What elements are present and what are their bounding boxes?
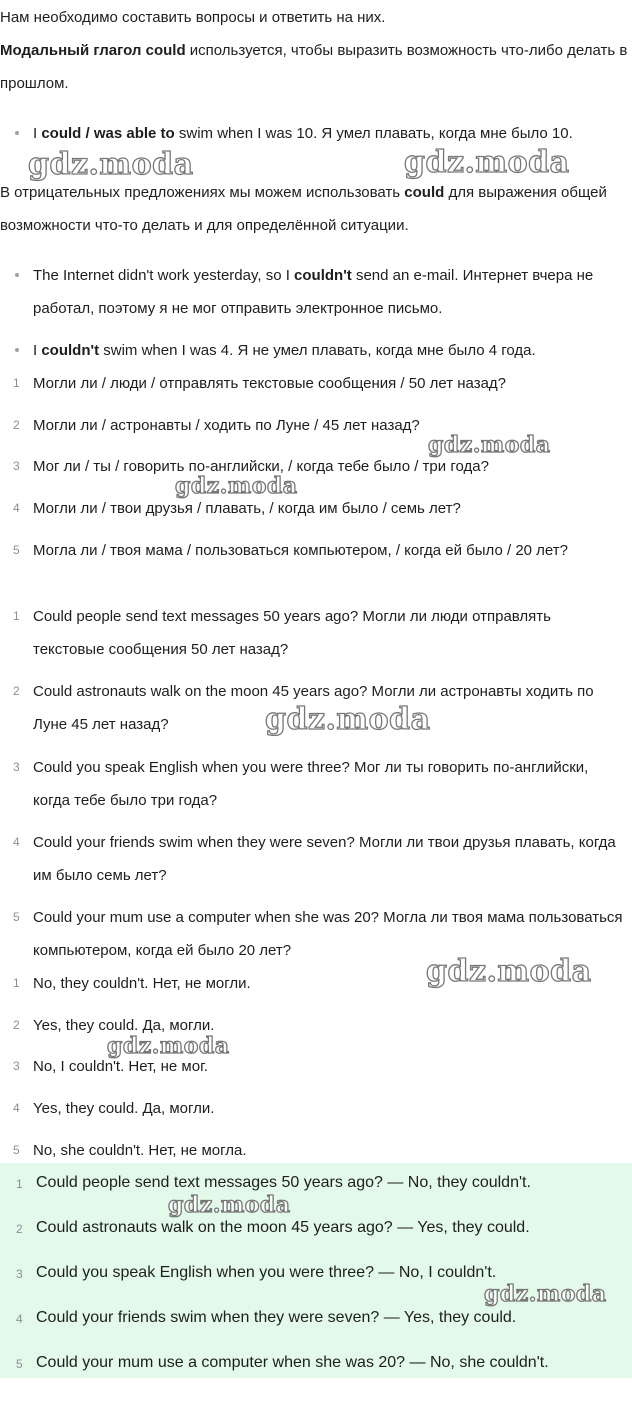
item-text: Could your mum use a computer when she was 20? — No, she couldn't. <box>36 1354 549 1371</box>
item-text: Yes, they could. Да, могли. <box>33 1100 215 1117</box>
item-number: 5 <box>13 543 20 557</box>
item-number: 3 <box>13 1059 20 1073</box>
item-number: 3 <box>13 459 20 473</box>
item-number: 1 <box>13 609 20 623</box>
watermark-logo: gdz.moda <box>484 1281 607 1307</box>
item-number: 2 <box>13 684 20 698</box>
modal-verb-explanation <box>0 34 632 100</box>
modal-verb-term: Модальный глагол could <box>0 42 186 59</box>
item-text: Могла ли / твоя мама / пользоваться компьютером, / когда ей было / 20 лет? <box>33 542 568 559</box>
item-text: Could you speak English when you were three? Мог ли ты говорить по-английски, когда тебе было три года? <box>33 759 589 809</box>
answer-box <box>0 1163 632 1378</box>
item-text: Could your friends swim when they were seven? Могли ли твои друзья плавать, когда им было семь лет? <box>33 834 616 884</box>
watermark-logo: gdz.moda <box>107 1033 230 1059</box>
negative-explanation: В отрицательных предложениях мы можем использовать could для выражения общей возможности что-то делать и для определённой ситуации. <box>0 184 607 234</box>
item-text: No, they couldn't. Нет, не могли. <box>33 975 251 992</box>
item-number: 1 <box>13 376 20 390</box>
watermark-logo: gdz.moda <box>265 702 431 737</box>
item-text: Could your friends swim when they were seven? — Yes, they could. <box>36 1309 517 1326</box>
modal-verb-description: используется, чтобы выразить возможность что-либо делать в прошлом. <box>0 42 628 92</box>
item-text: Yes, they could. Да, могли. <box>33 1017 215 1034</box>
bullet-text: The Internet didn't work yesterday, so I couldn't send an e-mail. Интернет вчера не работал, поэтому я не мог отправить электронное письмо. <box>33 267 594 317</box>
item-text: Could people send text messages 50 years ago? Могли ли люди отправлять текстовые сообщения 50 лет назад? <box>33 608 551 658</box>
item-number: 1 <box>13 976 20 990</box>
item-number: 4 <box>16 1312 23 1326</box>
item-text: Could your mum use a computer when she was 20? Могла ли твоя мама пользоваться компьютером, когда ей было 20 лет? <box>33 909 623 959</box>
item-number: 4 <box>13 835 20 849</box>
item-text: Могли ли / астронавты / ходить по Луне / 45 лет назад? <box>33 417 420 434</box>
item-text: No, I couldn't. Нет, не мог. <box>33 1058 208 1075</box>
item-text: Могли ли / люди / отправлять текстовые сообщения / 50 лет назад? <box>33 375 507 392</box>
intro-line: Нам необходимо составить вопросы и ответить на них. <box>0 9 386 26</box>
watermark-logo: gdz.moda <box>175 473 298 499</box>
bullet-text: I couldn't swim when I was 4. Я не умел плавать, когда мне было 4 года. <box>33 342 536 359</box>
item-text: Могли ли / твои друзья / плавать, / когда им было / семь лет? <box>33 500 461 517</box>
watermark-logo: gdz.moda <box>168 1192 291 1218</box>
item-number: 5 <box>16 1357 23 1371</box>
item-number: 2 <box>13 1018 20 1032</box>
watermark-logo: gdz.moda <box>428 432 551 458</box>
bullet-dot-icon <box>15 131 19 135</box>
item-number: 2 <box>13 418 20 432</box>
bullet-dot-icon <box>15 273 19 277</box>
item-number: 4 <box>13 1101 20 1115</box>
item-number: 1 <box>16 1177 23 1191</box>
item-number: 2 <box>16 1222 23 1236</box>
item-number: 3 <box>16 1267 23 1281</box>
item-text: Could you speak English when you were three? — No, I couldn't. <box>36 1264 497 1281</box>
watermark-logo: gdz.moda <box>28 147 194 182</box>
item-number: 5 <box>13 910 20 924</box>
watermark-logo: gdz.moda <box>426 954 592 989</box>
item-number: 5 <box>13 1143 20 1157</box>
item-number: 4 <box>13 501 20 515</box>
bullet-dot-icon <box>15 348 19 352</box>
item-number: 3 <box>13 760 20 774</box>
item-text: Could astronauts walk on the moon 45 years ago? Могли ли астронавты ходить по Луне 45 лет назад? <box>33 683 594 733</box>
bullet-text: I could / was able to swim when I was 10. Я умел плавать, когда мне было 10. <box>33 125 573 142</box>
item-text: Could astronauts walk on the moon 45 years ago? — Yes, they could. <box>36 1219 530 1236</box>
item-text: Мог ли / ты / говорить по-английски, / когда тебе было / три года? <box>33 458 489 475</box>
item-text: Could people send text messages 50 years ago? — No, they couldn't. <box>36 1174 531 1191</box>
item-text: No, she couldn't. Нет, не могла. <box>33 1142 247 1159</box>
watermark-logo: gdz.moda <box>404 145 570 180</box>
